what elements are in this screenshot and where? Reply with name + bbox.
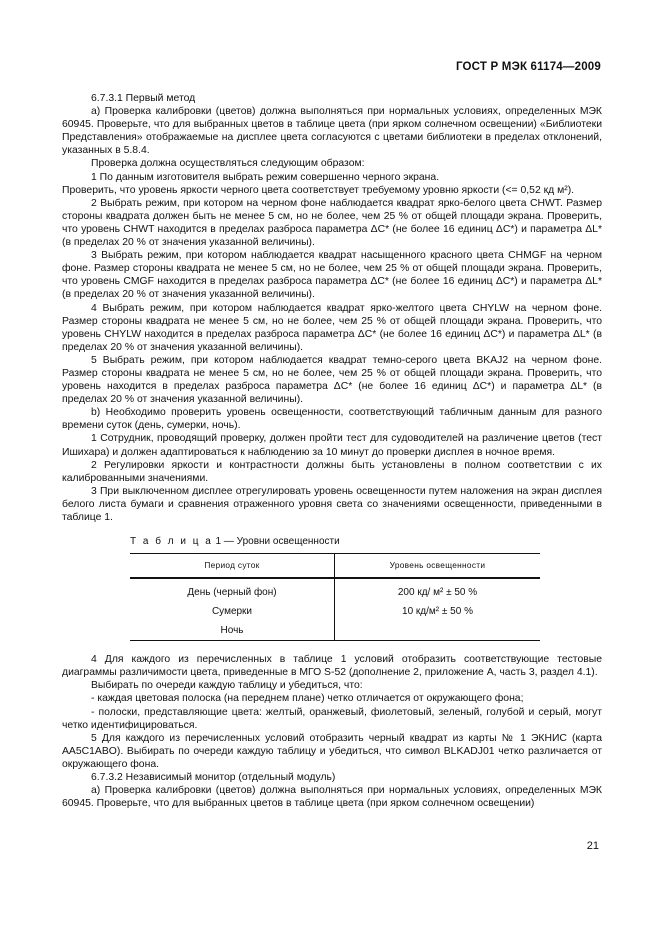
table-cell: 200 кд/ м² ± 50 %: [335, 578, 541, 602]
paragraph: 6.7.3.2 Независимый монитор (отдельный модуль): [91, 772, 336, 784]
table-cell: День (черный фон): [187, 587, 277, 599]
paragraph: 1 По данным изготовителя выбрать режим совершенно черного экрана.: [91, 171, 440, 183]
paragraph: 2 Регулировки яркости и контрастности должны быть установлены в полном соответствии с их калиброванными значениями.: [62, 459, 602, 484]
paragraph: 5 Для каждого из перечисленных условий отобразить черный квадрат из карты № 1 ЭКНИС (карта AA5C1ABO). Выбирать по очереди каждую таблицу и убедиться, что символ BLKADJ01 четко различается от окружающего фона.: [62, 732, 602, 770]
paragraphs-section-1: [62, 92, 602, 524]
paragraph: 3 Выбрать режим, при котором наблюдается квадрат насыщенного красного цвета CHMGF на черном фоне. Размер стороны квадрата не менее 5 см, но не более, чем 25 % от общей площади экрана. Проверить, что уровень CMGF находится в пределах разброса параметра ΔC* (не более 16 единиц ΔC*) и параметра ΔL* (в пределах 20 % от значения указанной величины).: [62, 250, 602, 301]
table-caption-prefix: Т а б л и ц а: [130, 536, 213, 548]
paragraph: 5 Выбрать режим, при котором наблюдается квадрат темно-серого цвета BKAJ2 на черном фоне. Размер стороны квадрата не менее 5 см, но не более, чем 25 % от общей площади экрана. Проверить, что уровень находится в пределах разброса параметра ΔC* (не более 16 единиц ΔC*) и параметра ΔL* (в пределах 20 % от значения указанной величины).: [62, 354, 602, 406]
paragraph: b) Необходимо проверить уровень освещенности, соответствующий табличным данным для разного времени суток (день, сумерки, ночь).: [62, 407, 602, 432]
paragraph: - полоски, представляющие цвета: желтый, оранжевый, фиолетовый, зеленый, голубой и серый, могут четко идентифицироваться.: [62, 706, 602, 731]
illumination-table: [130, 553, 540, 641]
paragraph: Выбирать по очереди каждую таблицу и убедиться, что:: [91, 680, 363, 692]
table-header-period: Период суток: [130, 554, 335, 579]
paragraph: 4 Выбрать режим, при котором наблюдается квадрат ярко-желтого цвета CHYLW на черном фоне. Размер стороны квадрата не менее 5 см, но не более, чем 25 % от общей площади экрана. Проверить, что уровень CHYLW находится в пределах разброса параметра ΔC* (не более 16 единиц ΔC*) и параметра ΔL* (в пределах 20 % от значения указанной величины).: [62, 302, 602, 353]
document-body: [62, 92, 602, 810]
page-number: 21: [586, 840, 599, 852]
paragraph: а) Проверка калибровки (цветов) должна выполняться при нормальных условиях, определенных МЭК 60945. Проверьте, что для выбранных цветов в таблице цвета (при ярком солнечном освещении): [62, 785, 602, 810]
paragraph: Проверка должна осуществляться следующим образом:: [91, 158, 365, 170]
table-caption-title: 1 — Уровни освещенности: [212, 536, 340, 548]
paragraph: 1 Сотрудник, проводящий проверку, должен пройти тест для судоводителей на различение цветов (тест Ишихара) и должен адаптироваться к наблюдению за 10 минут до проверки дисплея в ночное время.: [62, 433, 602, 458]
paragraph: 3 При выключенном дисплее отрегулировать уровень освещенности путем наложения на экран дисплея белого листа бумаги и сравнения отраженного уровня света со значениями освещенности, приведенными в таблице 1.: [62, 485, 602, 523]
table-header-level: Уровень освещенности: [335, 554, 541, 579]
table-caption: [130, 535, 602, 548]
paragraph: а) Проверка калибровки (цветов) должна выполняться при нормальных условиях, определенных МЭК 60945. Проверьте, что для выбранных цветов в таблице цвета (при ярком солнечном освещении) «Библиотеки Представления» отображаемые на дисплее цвета согласуются с цветами библиотеки в пределах отклонений, указанных в 5.8.4.: [62, 106, 602, 157]
paragraphs-section-2: [62, 653, 602, 810]
paragraph: 6.7.3.1 Первый метод: [91, 93, 196, 104]
paragraph: Проверить, что уровень яркости черного цвета соответствует требуемому уровню яркости (<= 0,52 кд м²).: [62, 184, 575, 196]
table-row: [130, 621, 540, 641]
table-cell: Ночь: [130, 621, 335, 641]
table-row: [130, 602, 540, 621]
table-cell: 10 кд/м² ± 50 %: [335, 602, 541, 621]
table-cell: [335, 621, 541, 641]
document-header: ГОСТ Р МЭК 61174—2009: [455, 61, 601, 73]
paragraph: - каждая цветовая полоска (на переднем плане) четко отличается от окружающего фона;: [91, 693, 524, 705]
paragraph: 4 Для каждого из перечисленных в таблице 1 условий отобразить соответствующие тестовые диаграммы различимости цвета, приведенные в МГО S-52 (дополнение 2, приложение А, часть 3, раздел 4.1).: [62, 654, 602, 679]
table-cell: Сумерки: [211, 606, 253, 618]
paragraph: 2 Выбрать режим, при котором на черном фоне наблюдается квадрат ярко-белого цвета CHWT. Размер стороны квадрата должен быть не менее 5 см, но не более, чем 25 % от общей площади экрана. Проверить, что уровень CHWT находится в пределах разброса параметра ΔC* (не более 16 единиц ΔC*) и параметра ΔL* (в пределах 20 % от значения указанной величины).: [62, 197, 602, 249]
table-row: [130, 578, 540, 602]
